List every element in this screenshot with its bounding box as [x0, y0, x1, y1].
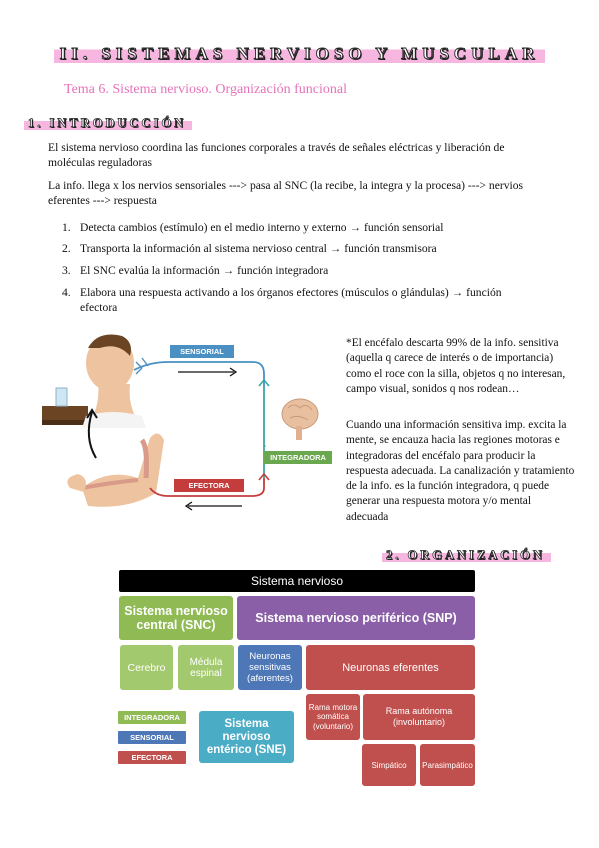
section-organization-heading: 2. ORGANIZACIÓN — [382, 546, 551, 564]
parasimpatico-box: Parasimpático — [420, 744, 475, 786]
eferentes-box: Neuronas eferentes — [306, 645, 475, 690]
somatica-box: Rama motora somática (voluntario) — [306, 694, 360, 740]
intro-paragraph-2: La info. llega x los nervios sensoriales ---> pasa al SNC (la recibe, la integra y la procesa) ---> nervios eferentes ---> respuesta — [48, 179, 524, 207]
intro-paragraph-1: El sistema nervioso coordina las funciones corporales a través de señales eléctricas y liberación de moléculas reguladoras — [48, 141, 505, 169]
autonoma-box: Rama autónoma (involuntario) — [363, 694, 475, 740]
legend-sensorial: SENSORIAL — [118, 731, 186, 744]
snp-box: Sistema nervioso periférico (SNP) — [237, 596, 475, 640]
legend-integradora: INTEGRADORA — [118, 711, 186, 724]
snc-box: Sistema nervioso central (SNC) — [119, 596, 233, 640]
main-title: II. SISTEMAS NERVIOSO Y MUSCULAR — [0, 44, 599, 64]
simpatico-box: Simpático — [362, 744, 416, 786]
efectora-label: EFECTORA — [174, 479, 244, 492]
integradora-label: INTEGRADORA — [264, 451, 332, 464]
medula-box: Médula espinal — [178, 645, 234, 690]
sensorial-label: SENSORIAL — [170, 345, 234, 358]
sne-box: Sistema nervioso entérico (SNE) — [199, 711, 294, 763]
aferentes-box: Neuronas sensitivas (aferentes) — [238, 645, 302, 690]
side-note-1: *El encéfalo descarta 99% de la info. sensitiva (aquella q carece de interés o de importancia) como el roce con la silla, objetos q no interesan, campo visual, sonidos q nos rodean… — [346, 337, 566, 395]
cerebro-box: Cerebro — [120, 645, 173, 690]
nervous-loop-figure — [38, 328, 338, 528]
legend-efectora: EFECTORA — [118, 751, 186, 764]
root-box: Sistema nervioso — [119, 570, 475, 592]
section-intro-heading: 1. INTRODUCCIÓN — [24, 114, 192, 132]
subtitle: Tema 6. Sistema nervioso. Organización funcional — [64, 82, 347, 97]
side-note-2: Cuando una información sensitiva imp. excita la mente, se encauza hacia las regiones motoras e integradoras del encéfalo para producir la respuesta adecuada. La canalización y tratamiento de la info. es la función integradora, q puede generar una respuesta motora y/o mental adecuada — [346, 419, 575, 523]
